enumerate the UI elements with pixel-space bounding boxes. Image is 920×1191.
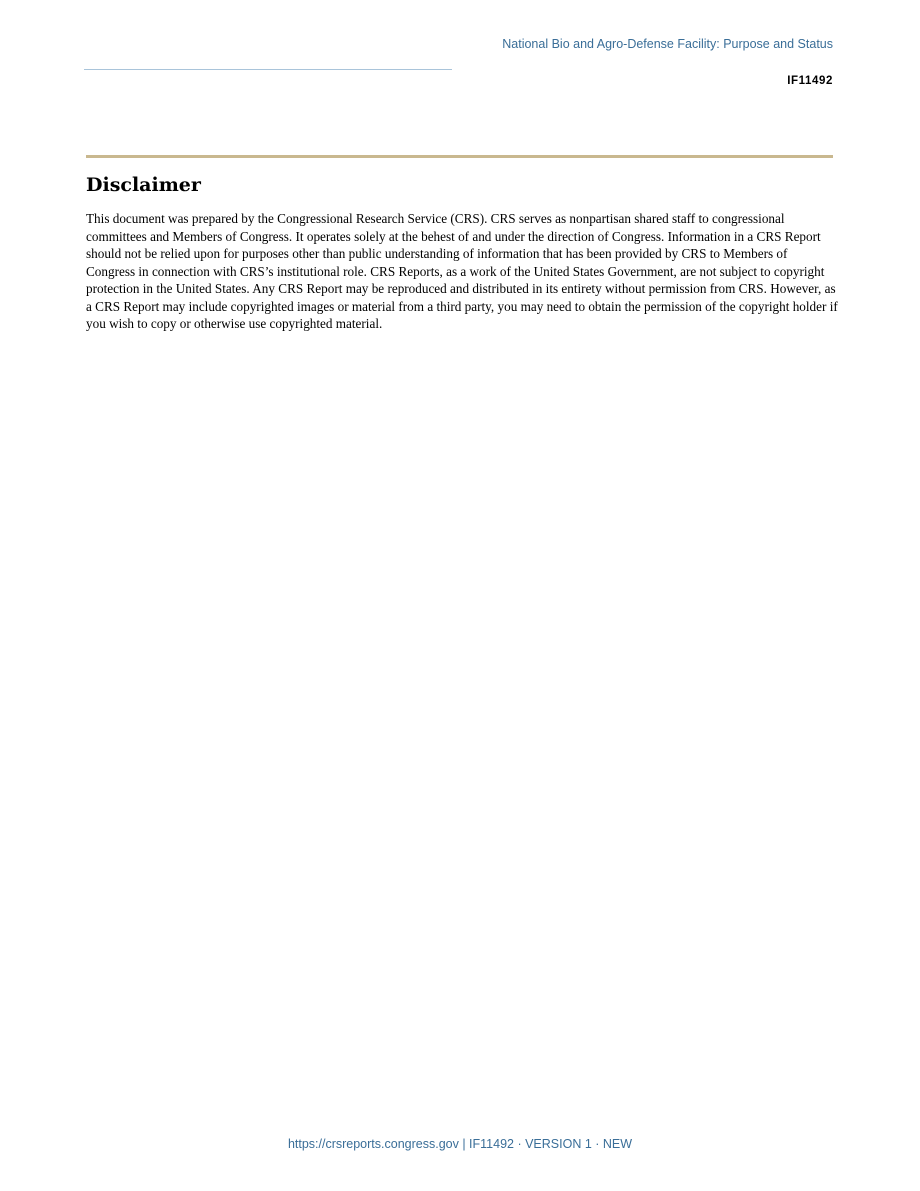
running-header-title: National Bio and Agro-Defense Facility: Purpose and Status <box>502 37 833 51</box>
report-number: IF11492 <box>787 75 833 87</box>
disclaimer-text: This document was prepared by the Congressional Research Service (CRS). CRS serves as nonpartisan shared staff to congressional committees and Members of Congress. It operates solely at the behest of and under the direction of Congress. Information in a CRS Report should not be relied upon for purposes other than public understanding of information that has been provided by CRS to Members of Congress in connection with CRS’s institutional role. CRS Reports, as a work of the United States Government, are not subject to copyright protection in the United States. Any CRS Report may be reproduced and distributed in its entirety without permission from CRS. However, as a CRS Report may include copyrighted images or material from a third party, you may need to obtain the permission of the copyright holder if you wish to copy or otherwise use copyrighted material. <box>86 211 838 331</box>
section-divider <box>86 155 833 158</box>
header-divider <box>84 69 452 70</box>
page-footer: https://crsreports.congress.gov | IF11492 · VERSION 1 · NEW <box>287 1137 633 1151</box>
disclaimer-heading: Disclaimer <box>86 174 201 196</box>
